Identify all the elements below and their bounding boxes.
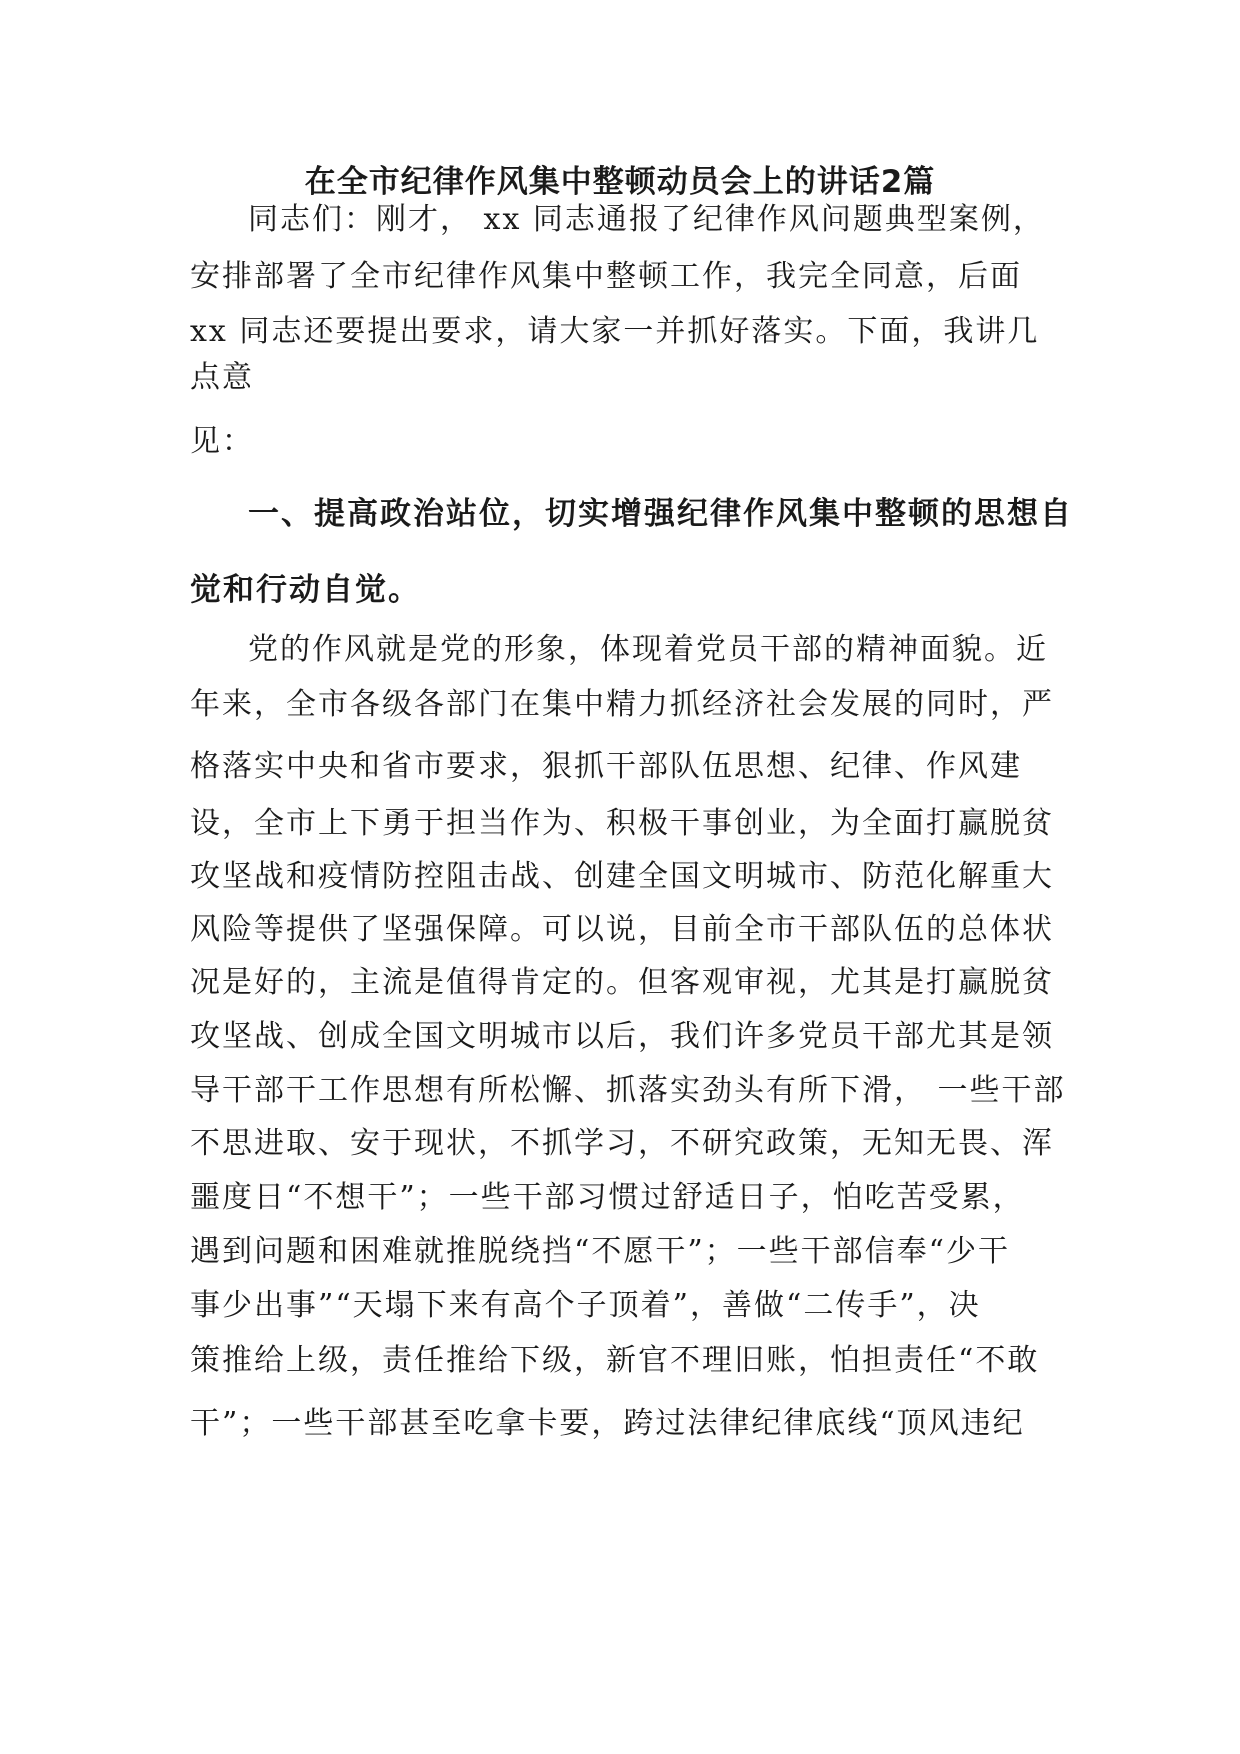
paragraph-line: 况是好的，主流是值得肯定的。但客观审视，尤其是打赢脱贫 bbox=[190, 965, 1054, 1000]
section-heading: 觉和行动自觉。 bbox=[190, 572, 421, 608]
paragraph-line: 导干部干工作思想有所松懈、抓落实劲头有所下滑， 一些干部 bbox=[190, 1073, 1066, 1108]
paragraph-line: xx 同志还要提出要求，请大家一并抓好落实。下面，我讲几 bbox=[190, 314, 1040, 349]
paragraph-line: 同志们：刚才， xx 同志通报了纪律作风问题典型案例， bbox=[248, 202, 1045, 237]
section-heading: 一、提高政治站位，切实增强纪律作风集中整顿的思想自 bbox=[248, 496, 1073, 532]
paragraph-line: 年来，全市各级各部门在集中精力抓经济社会发展的同时，严 bbox=[190, 687, 1054, 722]
paragraph-line: 党的作风就是党的形象，体现着党员干部的精神面貌。近 bbox=[248, 632, 1048, 667]
paragraph-line: 策推给上级，责任推给下级，新官不理旧账，怕担责任“不敢 bbox=[190, 1343, 1040, 1378]
paragraph-line: 格落实中央和省市要求，狠抓干部队伍思想、纪律、作风建 bbox=[190, 749, 1022, 784]
paragraph-line: 遇到问题和困难就推脱绕挡“不愿干”；一些干部信奉“少干 bbox=[190, 1234, 1011, 1269]
paragraph-line: 事少出事”“天塌下来有高个子顶着”，善做“二传手”，决 bbox=[190, 1288, 981, 1323]
paragraph-line: 攻坚战、创成全国文明城市以后，我们许多党员干部尤其是领 bbox=[190, 1019, 1054, 1054]
paragraph-line: 攻坚战和疫情防控阻击战、创建全国文明城市、防范化解重大 bbox=[190, 859, 1054, 894]
paragraph-line: 点意 bbox=[190, 360, 254, 395]
paragraph-line: 不思进取、安于现状，不抓学习，不研究政策，无知无畏、浑 bbox=[190, 1126, 1054, 1161]
paragraph-line: 干”；一些干部甚至吃拿卡要，跨过法律纪律底线“顶风违纪 bbox=[190, 1406, 1025, 1441]
paragraph-line: 设，全市上下勇于担当作为、积极干事创业，为全面打赢脱贫 bbox=[190, 806, 1054, 841]
paragraph-line: 安排部署了全市纪律作风集中整顿工作，我完全同意，后面 bbox=[190, 259, 1022, 294]
paragraph-line: 噩度日“不想干”；一些干部习惯过舒适日子，怕吃苦受累， bbox=[190, 1180, 1025, 1215]
paragraph-line: 风险等提供了坚强保障。可以说，目前全市干部队伍的总体状 bbox=[190, 912, 1054, 947]
paragraph-line: 见： bbox=[190, 424, 254, 459]
document-title: 在全市纪律作风集中整顿动员会上的讲话2篇 bbox=[304, 164, 936, 200]
